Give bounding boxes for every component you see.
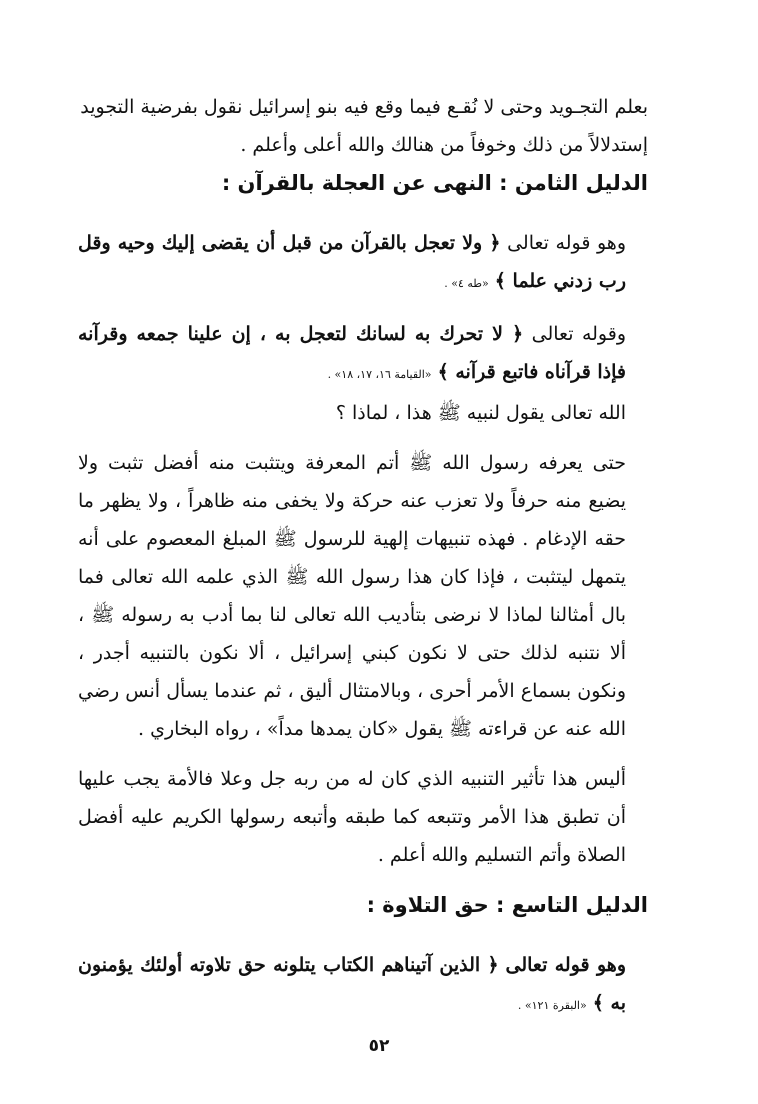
page-number: ٥٢ — [368, 1036, 390, 1056]
page-body — [78, 88, 648, 1025]
verse-2-text: ﴿ لا تحرك به لسانك لتعجل به ، إن علينا جمعه وقرآنه فإذا قرآناه فاتبع قرآنه ﴾ — [78, 323, 626, 383]
verse-1-ref: «طه ٤» . — [444, 277, 489, 290]
verse-2 — [78, 315, 648, 394]
conclusion-paragraph: أليس هذا تأثير التنبيه الذي كان له من ربه جل وعلا فالأمة يجب عليها أن تطبق هذا الأمر وتتبعه كما طبقه وأتبعه رسولها الكريم عليه أفضل الصلاة وأتم التسليم والله أعلم . — [78, 768, 626, 866]
verse-2-prefix: وقوله تعالى — [531, 323, 626, 345]
explanation-paragraph: حتى يعرفه رسول الله ﷺ أتم المعرفة ويتثبت منه أفضل تثبت ولا يضيع منه حرفاً ولا تعزب عنه حركة ولا يخفى منه ظاهراً ، ولا يظهر ما حقه الإدغام . فهذه تنبيهات إلهية للرسول ﷺ المبلغ المعصوم على أنه يتمهل ليتثبت ، فإذا كان هذا رسول الله ﷺ الذي علمه الله تعالى فما بال أمثالنا لماذا لا نرضى بتأديب الله تعالى لنا بما أدب به رسوله ﷺ ، ألا نتنبه لذلك حتى لا نكون كبني إسرائيل ، ألا نكون بالتنبيه أجدر ، ونكون بسماع الأمر أحرى ، وبالامتثال أليق ، ثم عندما يسأل أنس رضي الله عنه عن قراءته ﷺ يقول «كان يمدها مداً» ، رواه البخاري . — [78, 452, 626, 740]
verse-1-text: ﴿ ولا تعجل بالقرآن من قبل أن يقضى إليك وحيه وقل رب زدني علما ﴾ — [78, 232, 626, 292]
section-9-heading: الدليل التاسع : حق التلاوة : — [366, 893, 648, 917]
intro-line-2: إستدلالاً من ذلك وخوفاً من هنالك والله أعلى وأعلم . — [240, 134, 648, 156]
verse-3-prefix: وهو قوله تعالى — [505, 954, 626, 976]
section-8-heading: الدليل الثامن : النهى عن العجلة بالقرآن : — [221, 171, 648, 195]
verse-3-text: ﴿ الذين آتيناهم الكتاب يتلونه حق تلاوته أولئك يؤمنون به ﴾ — [78, 954, 626, 1014]
verse-1-prefix: وهو قوله تعالى — [507, 232, 626, 254]
verse-3 — [78, 946, 648, 1025]
intro-line-1: بعلم التجـويد وحتى لا نُقـع فيما وقع فيه بنو إسرائيل نقول بفرضية التجويد — [80, 96, 648, 118]
question-line: الله تعالى يقول لنبيه ﷺ هذا ، لماذا ؟ — [335, 402, 626, 424]
verse-1 — [78, 224, 648, 303]
verse-3-ref: «البقرة ١٢١» . — [517, 999, 587, 1012]
verse-2-ref: «القيامة ١٦، ١٧، ١٨» . — [327, 368, 432, 381]
